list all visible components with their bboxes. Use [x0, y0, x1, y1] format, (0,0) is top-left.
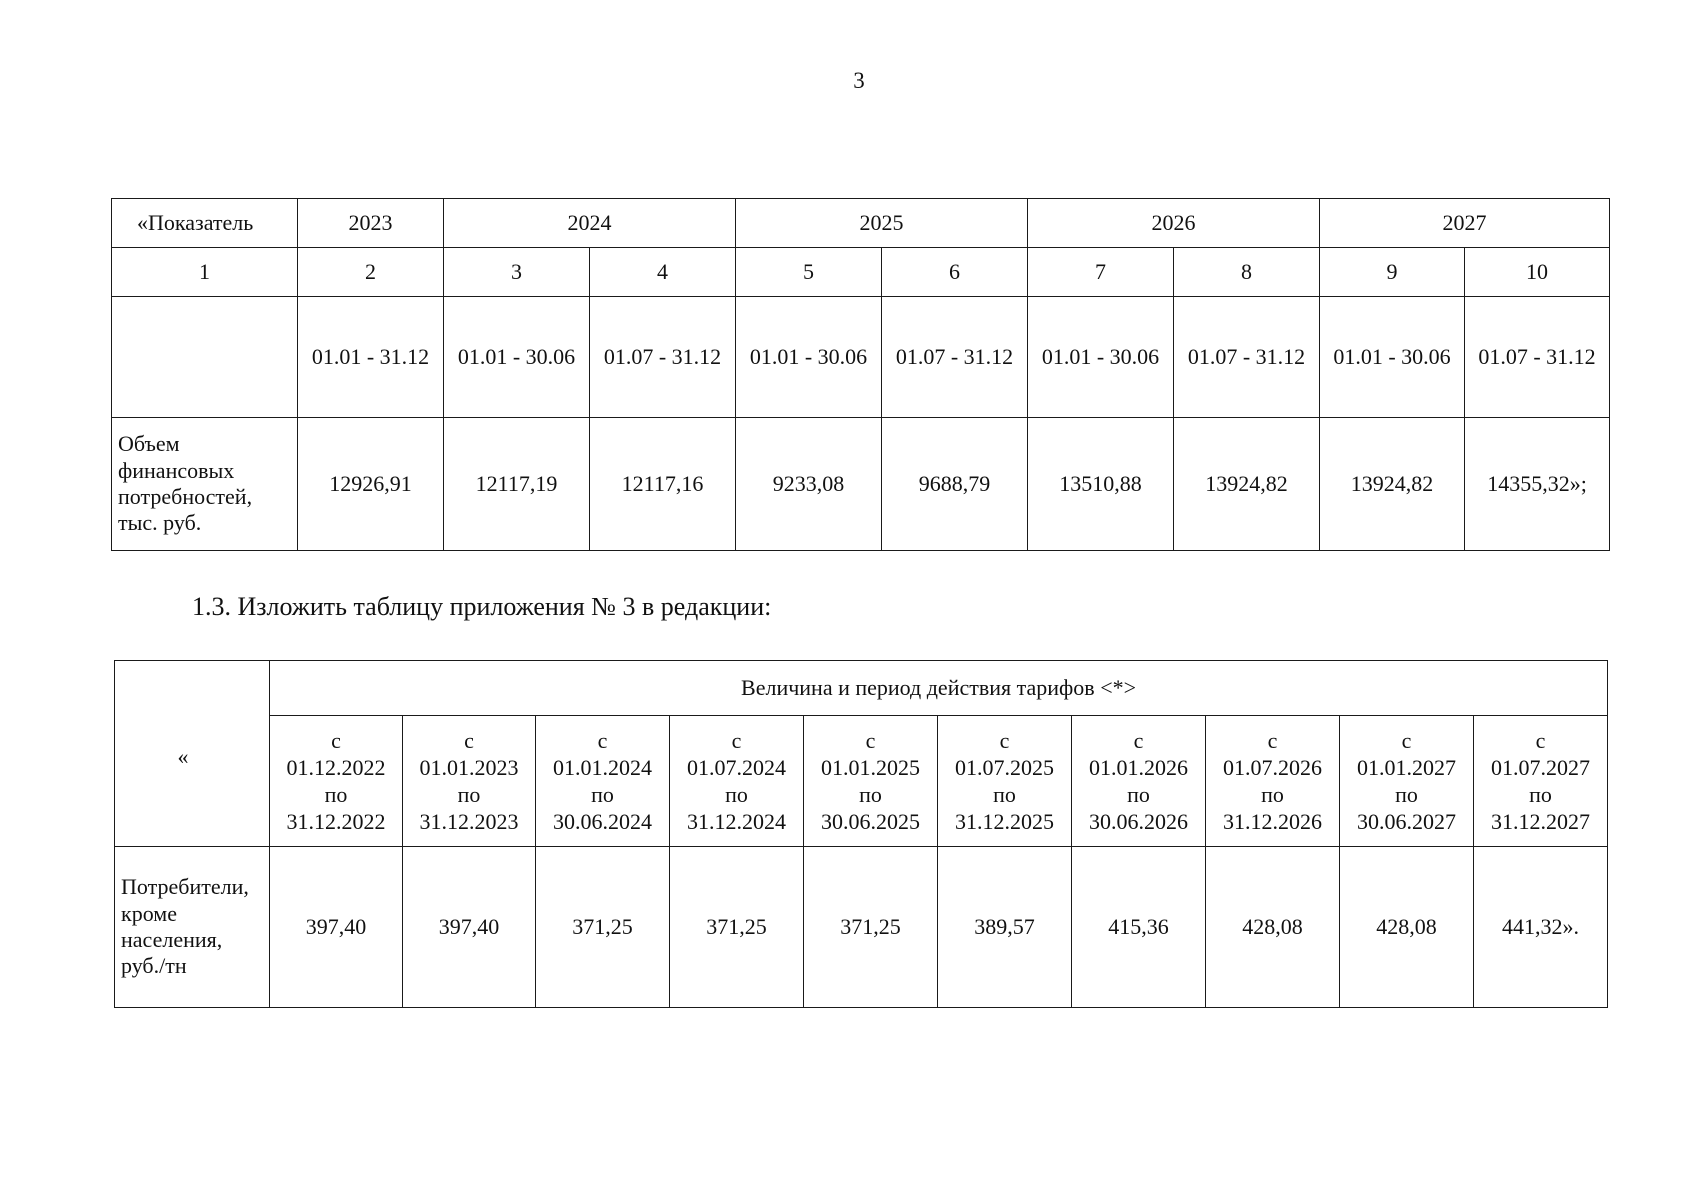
column-number: 2 [298, 248, 444, 297]
value-cell: 12926,91 [298, 418, 444, 551]
year-header: 2027 [1320, 199, 1610, 248]
value-cell: 13924,82 [1174, 418, 1320, 551]
tariff-period-cell [938, 716, 1072, 847]
tariff-period-cell [1340, 716, 1474, 847]
period-cell: 01.01 - 30.06 [1320, 297, 1465, 418]
value-cell: 9688,79 [882, 418, 1028, 551]
period-to: 31.12.2023 [419, 809, 519, 834]
period-to: 31.12.2024 [687, 809, 786, 834]
column-number: 5 [736, 248, 882, 297]
period-cell: 01.07 - 31.12 [1465, 297, 1610, 418]
tariff-period-row [115, 716, 1608, 847]
period-to: 30.06.2027 [1357, 809, 1456, 834]
value-cell: 13924,82 [1320, 418, 1465, 551]
tariff-period-cell [1206, 716, 1340, 847]
row-label-line: Объем [118, 431, 180, 457]
year-header: 2024 [444, 199, 736, 248]
tariff-period-cell [804, 716, 938, 847]
value-cell: 12117,16 [590, 418, 736, 551]
tariff-value-cell: 389,57 [938, 847, 1072, 1008]
row-label-line: руб./тн [121, 953, 187, 979]
period-to: 31.12.2026 [1223, 809, 1322, 834]
period-prefix: с [1267, 728, 1278, 753]
tariff-period-cell [270, 716, 403, 847]
tariff-value-cell: 441,32». [1474, 847, 1608, 1008]
column-number: 3 [444, 248, 590, 297]
period-row [112, 297, 1610, 418]
period-separator: по [993, 782, 1016, 807]
tariff-period-cell [403, 716, 536, 847]
tariff-value-cell: 371,25 [670, 847, 804, 1008]
period-separator: по [1395, 782, 1418, 807]
period-from: 01.07.2024 [687, 755, 786, 780]
row-label-line: Потребители, [121, 874, 249, 900]
column-number: 6 [882, 248, 1028, 297]
period-prefix: с [464, 728, 474, 753]
year-header: 2025 [736, 199, 1028, 248]
period-prefix: с [865, 728, 876, 753]
column-number: 8 [1174, 248, 1320, 297]
row-label-line: кроме [121, 900, 177, 926]
row-label-line: финансовых [118, 457, 235, 483]
period-to: 30.06.2024 [553, 809, 652, 834]
period-to: 30.06.2026 [1089, 809, 1188, 834]
tariff-period-cell [536, 716, 670, 847]
column-number: 10 [1465, 248, 1610, 297]
period-prefix: с [1535, 728, 1546, 753]
period-prefix: с [999, 728, 1010, 753]
period-to: 30.06.2025 [821, 809, 920, 834]
tariff-period-cell [670, 716, 804, 847]
financial-needs-table [111, 198, 1610, 551]
period-cell: 01.07 - 31.12 [590, 297, 736, 418]
period-from: 01.01.2025 [821, 755, 920, 780]
tariff-value-cell: 397,40 [403, 847, 536, 1008]
period-separator: по [1127, 782, 1150, 807]
period-separator: по [457, 782, 481, 807]
period-separator: по [324, 782, 348, 807]
year-header: 2026 [1028, 199, 1320, 248]
column-number: 7 [1028, 248, 1174, 297]
page-number: 3 [853, 68, 865, 93]
empty-cell [112, 297, 298, 418]
tariff-period-cell [1072, 716, 1206, 847]
row-label-line: потребностей, [118, 484, 253, 509]
value-cell: 12117,19 [444, 418, 590, 551]
tariff-value-cell: 428,08 [1206, 847, 1340, 1008]
period-separator: по [1261, 782, 1284, 807]
tariff-table [114, 660, 1608, 1008]
period-to: 31.12.2025 [955, 809, 1054, 834]
period-cell: 01.07 - 31.12 [882, 297, 1028, 418]
period-from: 01.07.2026 [1223, 755, 1322, 780]
period-from: 01.01.2024 [553, 755, 652, 780]
instruction-paragraph: 1.3. Изложить таблицу приложения № 3 в редакции: [192, 592, 772, 621]
period-separator: по [1529, 782, 1552, 807]
period-prefix: с [731, 728, 742, 753]
period-cell: 01.01 - 30.06 [1028, 297, 1174, 418]
period-from: 01.01.2023 [419, 755, 519, 780]
period-separator: по [591, 782, 614, 807]
period-to: 31.12.2022 [286, 809, 386, 834]
period-cell: 01.01 - 31.12 [298, 297, 444, 418]
period-cell: 01.07 - 31.12 [1174, 297, 1320, 418]
tariff-title-row [115, 661, 1608, 716]
row-label [115, 847, 270, 1008]
column-number: 4 [590, 248, 736, 297]
row-label-line: населения, [121, 927, 223, 952]
column-number: 9 [1320, 248, 1465, 297]
tariff-period-cell [1474, 716, 1608, 847]
corner-quote: « [115, 661, 270, 847]
tariff-value-cell: 415,36 [1072, 847, 1206, 1008]
period-from: 01.12.2022 [286, 755, 386, 780]
period-from: 01.07.2027 [1491, 755, 1591, 780]
period-to: 31.12.2027 [1491, 809, 1591, 834]
column-number-row [112, 248, 1610, 297]
row-label [112, 418, 298, 551]
value-cell: 9233,08 [736, 418, 882, 551]
period-cell: 01.01 - 30.06 [736, 297, 882, 418]
period-from: 01.01.2027 [1357, 755, 1456, 780]
value-cell: 13510,88 [1028, 418, 1174, 551]
year-header-row [112, 199, 1610, 248]
tariff-title: Величина и период действия тарифов <*> [270, 661, 1608, 716]
tariff-value-cell: 371,25 [804, 847, 938, 1008]
tariff-value-cell: 397,40 [270, 847, 403, 1008]
period-separator: по [859, 782, 882, 807]
period-cell: 01.01 - 30.06 [444, 297, 590, 418]
value-cell: 14355,32»; [1465, 418, 1610, 551]
row-label-line: тыс. руб. [118, 510, 202, 536]
tariff-value-cell: 371,25 [536, 847, 670, 1008]
period-from: 01.01.2026 [1089, 755, 1188, 780]
period-prefix: с [1401, 728, 1412, 753]
period-from: 01.07.2025 [955, 755, 1054, 780]
column-number: 1 [112, 248, 298, 297]
consumers-row [115, 847, 1608, 1008]
indicator-header: «Показатель [112, 199, 298, 248]
period-prefix: с [1133, 728, 1144, 753]
period-prefix: с [331, 728, 341, 753]
tariff-value-cell: 428,08 [1340, 847, 1474, 1008]
year-header: 2023 [298, 199, 444, 248]
period-prefix: с [597, 728, 608, 753]
period-separator: по [725, 782, 748, 807]
financial-needs-row [112, 418, 1610, 551]
